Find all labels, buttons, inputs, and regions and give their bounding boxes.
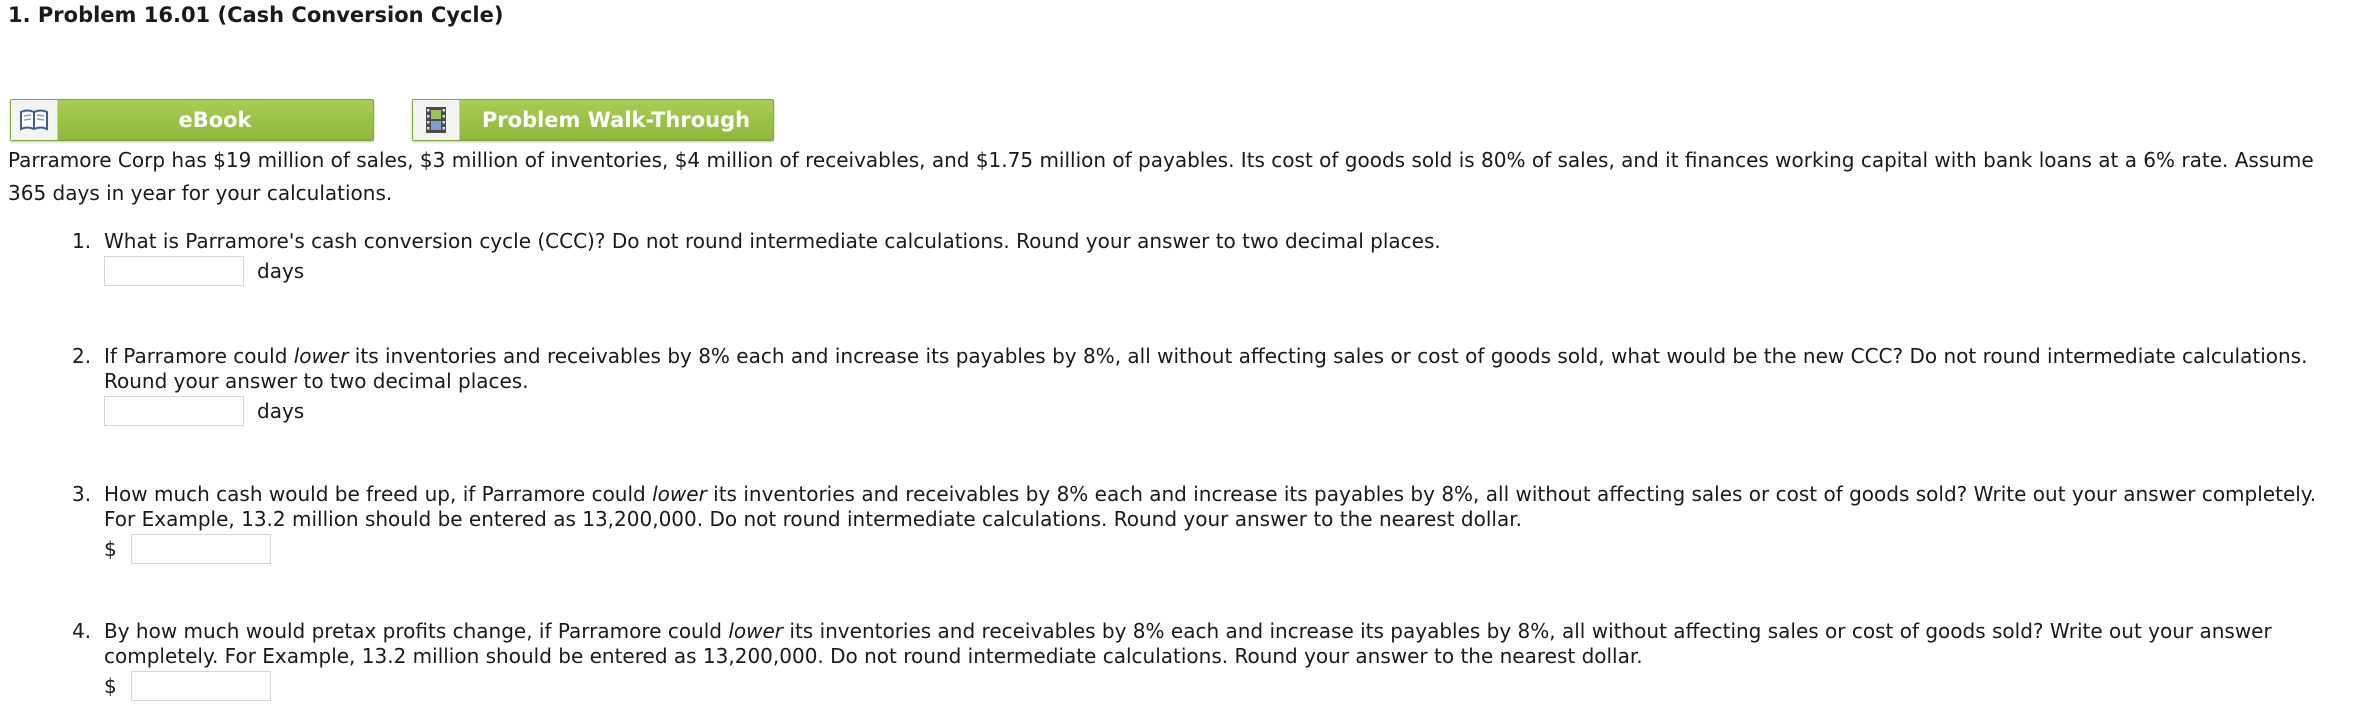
- question-3: [72, 482, 2342, 566]
- question-number: 3.: [72, 482, 92, 506]
- answer-row: [104, 394, 2342, 428]
- currency-symbol: $: [104, 536, 117, 561]
- pretax-profit-change-input[interactable]: [131, 671, 271, 701]
- problem-title: 1. Problem 16.01 (Cash Conversion Cycle): [8, 3, 504, 27]
- answer-row: [104, 669, 2342, 703]
- question-2: [72, 344, 2342, 428]
- book-icon: [11, 100, 58, 140]
- emphasis: lower: [728, 619, 784, 643]
- emphasis: lower: [293, 344, 349, 368]
- ebook-button[interactable]: [10, 99, 374, 141]
- walkthrough-label: Problem Walk-Through: [481, 108, 751, 132]
- answer-row: [104, 532, 2342, 566]
- cash-freed-input[interactable]: [131, 534, 271, 564]
- question-number: 2.: [72, 344, 92, 368]
- currency-symbol: $: [104, 673, 117, 698]
- question-4: [72, 619, 2342, 703]
- new-ccc-days-input[interactable]: [104, 396, 244, 426]
- unit-label: days: [257, 398, 305, 423]
- question-number: 1.: [72, 229, 92, 253]
- question-text: What is Parramore's cash conversion cycle (CCC)? Do not round intermediate calculations. Round your answer to two decimal places.: [104, 229, 1441, 253]
- question-number: 4.: [72, 619, 92, 643]
- answer-row: [104, 254, 2342, 288]
- film-icon: [413, 100, 460, 140]
- emphasis: lower: [652, 482, 707, 506]
- unit-label: days: [257, 258, 305, 283]
- question-text: How much cash would be freed up, if Parramore could lower its inventories and receivables by 8% each and increase its payables by 8%, all without affecting sales or cost of goods sold? Write out your answer completely. For Example, 13.2 million should be entered as 13,200,000. Do not round intermediate calculations. Round your answer to the nearest dollar.: [104, 482, 2317, 531]
- ccc-days-input[interactable]: [104, 256, 244, 286]
- question-1: [72, 229, 2342, 288]
- question-text: By how much would pretax profits change, if Parramore could lower its inventories and receivables by 8% each and increase its payables by 8%, all without affecting sales or cost of goods sold? Write out your answer completely. For Example, 13.2 million should be entered as 13,200,000. Do not round intermediate calculations. Round your answer to the nearest dollar.: [104, 619, 2272, 668]
- question-text: If Parramore could lower its inventories and receivables by 8% each and increase its payables by 8%, all without affecting sales or cost of goods sold, what would be the new CCC? Do not round intermediate calculations. Round your answer to two decimal places.: [104, 344, 2308, 393]
- problem-walkthrough-button[interactable]: [412, 99, 774, 141]
- problem-statement: Parramore Corp has $19 million of sales, $3 million of inventories, $4 million of receivables, and $1.75 million of payables. Its cost of goods sold is 80% of sales, and it finances working capital with bank loans at a 6% rate. Assume 365 days in year for your calculations.: [8, 148, 2314, 205]
- ebook-label: eBook: [178, 108, 252, 132]
